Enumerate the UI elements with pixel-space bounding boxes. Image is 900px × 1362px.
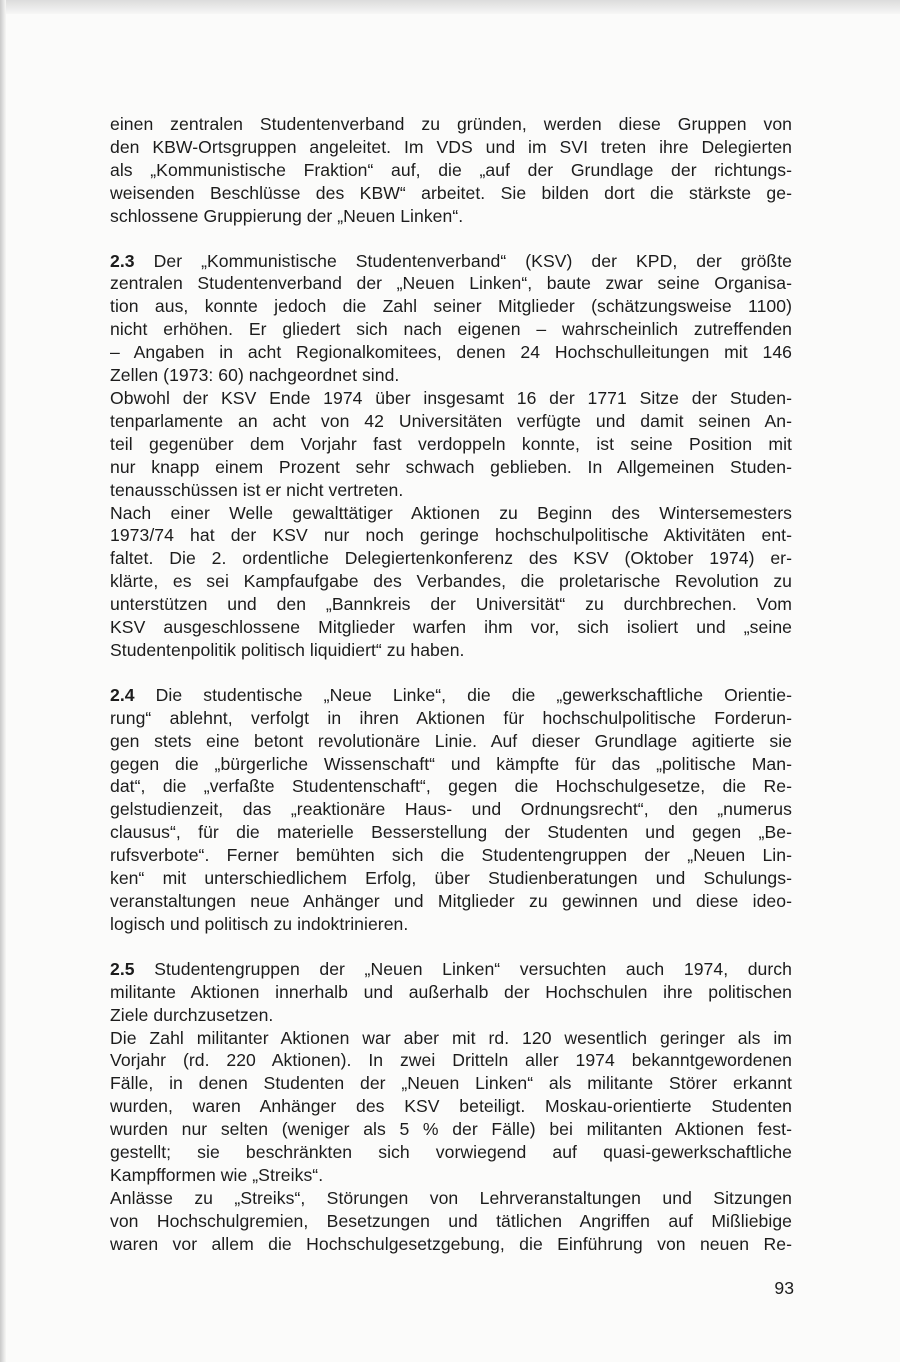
text-line: weisenden Beschlüsse des KBW“ arbeitet. Sie bilden dort die stärkste ge- (110, 182, 792, 203)
text-line: wurden, waren Anhänger des KSV beteiligt. Moskau-orientierte Studenten (110, 1096, 792, 1117)
text-line: als „Kommunistische Fraktion“ auf, die „auf der Grundlage der richtungs- (110, 159, 792, 180)
text-line: KSV ausgeschlossene Mitglieder warfen ihm vor, sich isoliert und „seine (110, 617, 792, 638)
text-line: zentralen Studentenverband der „Neuen Linken“, baute zwar seine Organisa- (110, 273, 792, 294)
text-line: nicht erhöhen. Er gliedert sich nach eigenen – wahrscheinlich zutreffenden (110, 319, 792, 340)
paragraph-intro (110, 113, 792, 228)
body-text (110, 113, 792, 1256)
text-line: Obwohl der KSV Ende 1974 über insgesamt 16 der 1771 Sitze der Studen- (110, 387, 792, 408)
text-line: Vorjahr (rd. 220 Aktionen). In zwei Dritteln aller 1974 bekanntgewordenen (110, 1050, 792, 1071)
text-line: militante Aktionen innerhalb und außerhalb der Hochschulen ihre politischen (110, 981, 792, 1002)
text-line: gestellt; sie beschränkten sich vorwiegend auf quasi-gewerkschaftliche (110, 1142, 792, 1163)
text-line: Nach einer Welle gewalttätiger Aktionen zu Beginn des Wintersemesters (110, 502, 792, 523)
text-line: rung“ ablehnt, verfolgt in ihren Aktionen für hochschulpolitische Forderun- (110, 707, 792, 728)
paragraph-section-2-4 (110, 684, 792, 936)
text-line: Zellen (1973: 60) nachgeordnet sind. (110, 365, 400, 386)
text-line: tenparlamente an acht von 42 Universitäten verfügte und damit seinen An- (110, 410, 792, 431)
text-line: Ziele durchzusetzen. (110, 1004, 274, 1025)
text-line-content: Der „Kommunistische Studentenverband“ (KSV) der KPD, der größte (153, 250, 792, 271)
text-line (110, 684, 792, 707)
text-line: Anlässe zu „Streiks“, Störungen von Lehrveranstaltungen und Sitzungen (110, 1187, 792, 1208)
text-line (110, 250, 792, 273)
scan-edge-top (0, 0, 900, 14)
section-number: 2.4 (110, 684, 135, 705)
text-line: gelstudienzeit, das „reaktionäre Haus- und Ordnungsrecht“, den „numerus (110, 799, 792, 820)
text-line: ken“ mit unterschiedlichem Erfolg, über Studienberatungen und Schulungs- (110, 868, 792, 889)
text-line: wurden nur selten (weniger als 5 % der Fälle) bei militanten Aktionen fest- (110, 1119, 792, 1140)
text-line: Kampfformen wie „Streiks“. (110, 1164, 324, 1185)
text-line: gen stets eine betont revolutionäre Linie. Auf dieser Grundlage agitierte sie (110, 730, 792, 751)
text-line: veranstaltungen neue Anhänger und Mitglieder zu gewinnen und diese ideo- (110, 891, 792, 911)
text-line: von Hochschulgremien, Besetzungen und tätlichen Angriffen auf Mißliebige (110, 1210, 792, 1231)
text-line (110, 958, 792, 981)
text-line: faltet. Die 2. ordentliche Delegiertenkonferenz des KSV (Oktober 1974) er- (110, 548, 792, 569)
section-number: 2.5 (110, 958, 135, 979)
text-line: tion aus, konnte jedoch die Zahl seiner Mitglieder (schätzungsweise 1100) (110, 296, 792, 317)
paragraph-section-2-3 (110, 250, 792, 662)
text-line: tenausschüssen ist er nicht vertreten. (110, 479, 404, 500)
text-line: – Angaben in acht Regionalkomitees, denen 24 Hochschulleitungen mit 146 (110, 342, 792, 363)
text-line: waren vor allem die Hochschulgesetzgebung, die Einführung von neuen Re- (110, 1233, 792, 1254)
section-number: 2.3 (110, 250, 135, 271)
text-line: einen zentralen Studentenverband zu gründen, werden diese Gruppen von (110, 114, 792, 134)
text-line: dat“, die „verfaßte Studentenschaft“, gegen die Hochschulgesetze, die Re- (110, 776, 792, 797)
text-line: 1973/74 hat der KSV nur noch geringe hochschulpolitische Aktivitäten ent- (110, 525, 792, 546)
text-line: nur knapp einem Prozent sehr schwach geblieben. In Allgemeinen Studen- (110, 456, 792, 477)
text-line: unterstützen und den „Bannkreis der Universität“ zu durchbrechen. Vom (110, 594, 792, 615)
text-line: Fälle, in denen Studenten der „Neuen Linken“ als militante Störer erkannt (110, 1073, 792, 1094)
scan-edge-left (0, 0, 6, 1362)
text-line: schlossene Gruppierung der „Neuen Linken“. (110, 205, 464, 226)
text-line: Die Zahl militanter Aktionen war aber mit rd. 120 wesentlich geringer als im (110, 1027, 792, 1048)
text-line: den KBW-Ortsgruppen angeleitet. Im VDS und im SVI treten ihre Delegierten (110, 136, 792, 157)
text-line: Studentenpolitik politisch liquidiert“ zu haben. (110, 639, 465, 660)
paragraph-section-2-5 (110, 958, 792, 1256)
text-line-content: Die studentische „Neue Linke“, die die „gewerkschaftliche Orientie- (155, 684, 792, 705)
text-line: klärte, es sei Kampfaufgabe des Verbandes, die proletarische Revolution zu (110, 571, 792, 592)
text-line-content: Studentengruppen der „Neuen Linken“ versuchten auch 1974, durch (154, 958, 792, 979)
text-line: teil gegenüber dem Vorjahr fast verdoppeln konnte, ist seine Position mit (110, 433, 792, 454)
text-line: rufsverbote“. Ferner bemühten sich die Studentengruppen der „Neuen Lin- (110, 845, 792, 866)
text-line: logisch und politisch zu indoktrinieren. (110, 913, 409, 934)
page-number: 93 (774, 1278, 794, 1298)
text-line: gegen die „bürgerliche Wissenschaft“ und kämpfte für das „politische Man- (110, 753, 792, 774)
text-line: clausus“, für die materielle Besserstellung der Studenten und gegen „Be- (110, 822, 792, 843)
